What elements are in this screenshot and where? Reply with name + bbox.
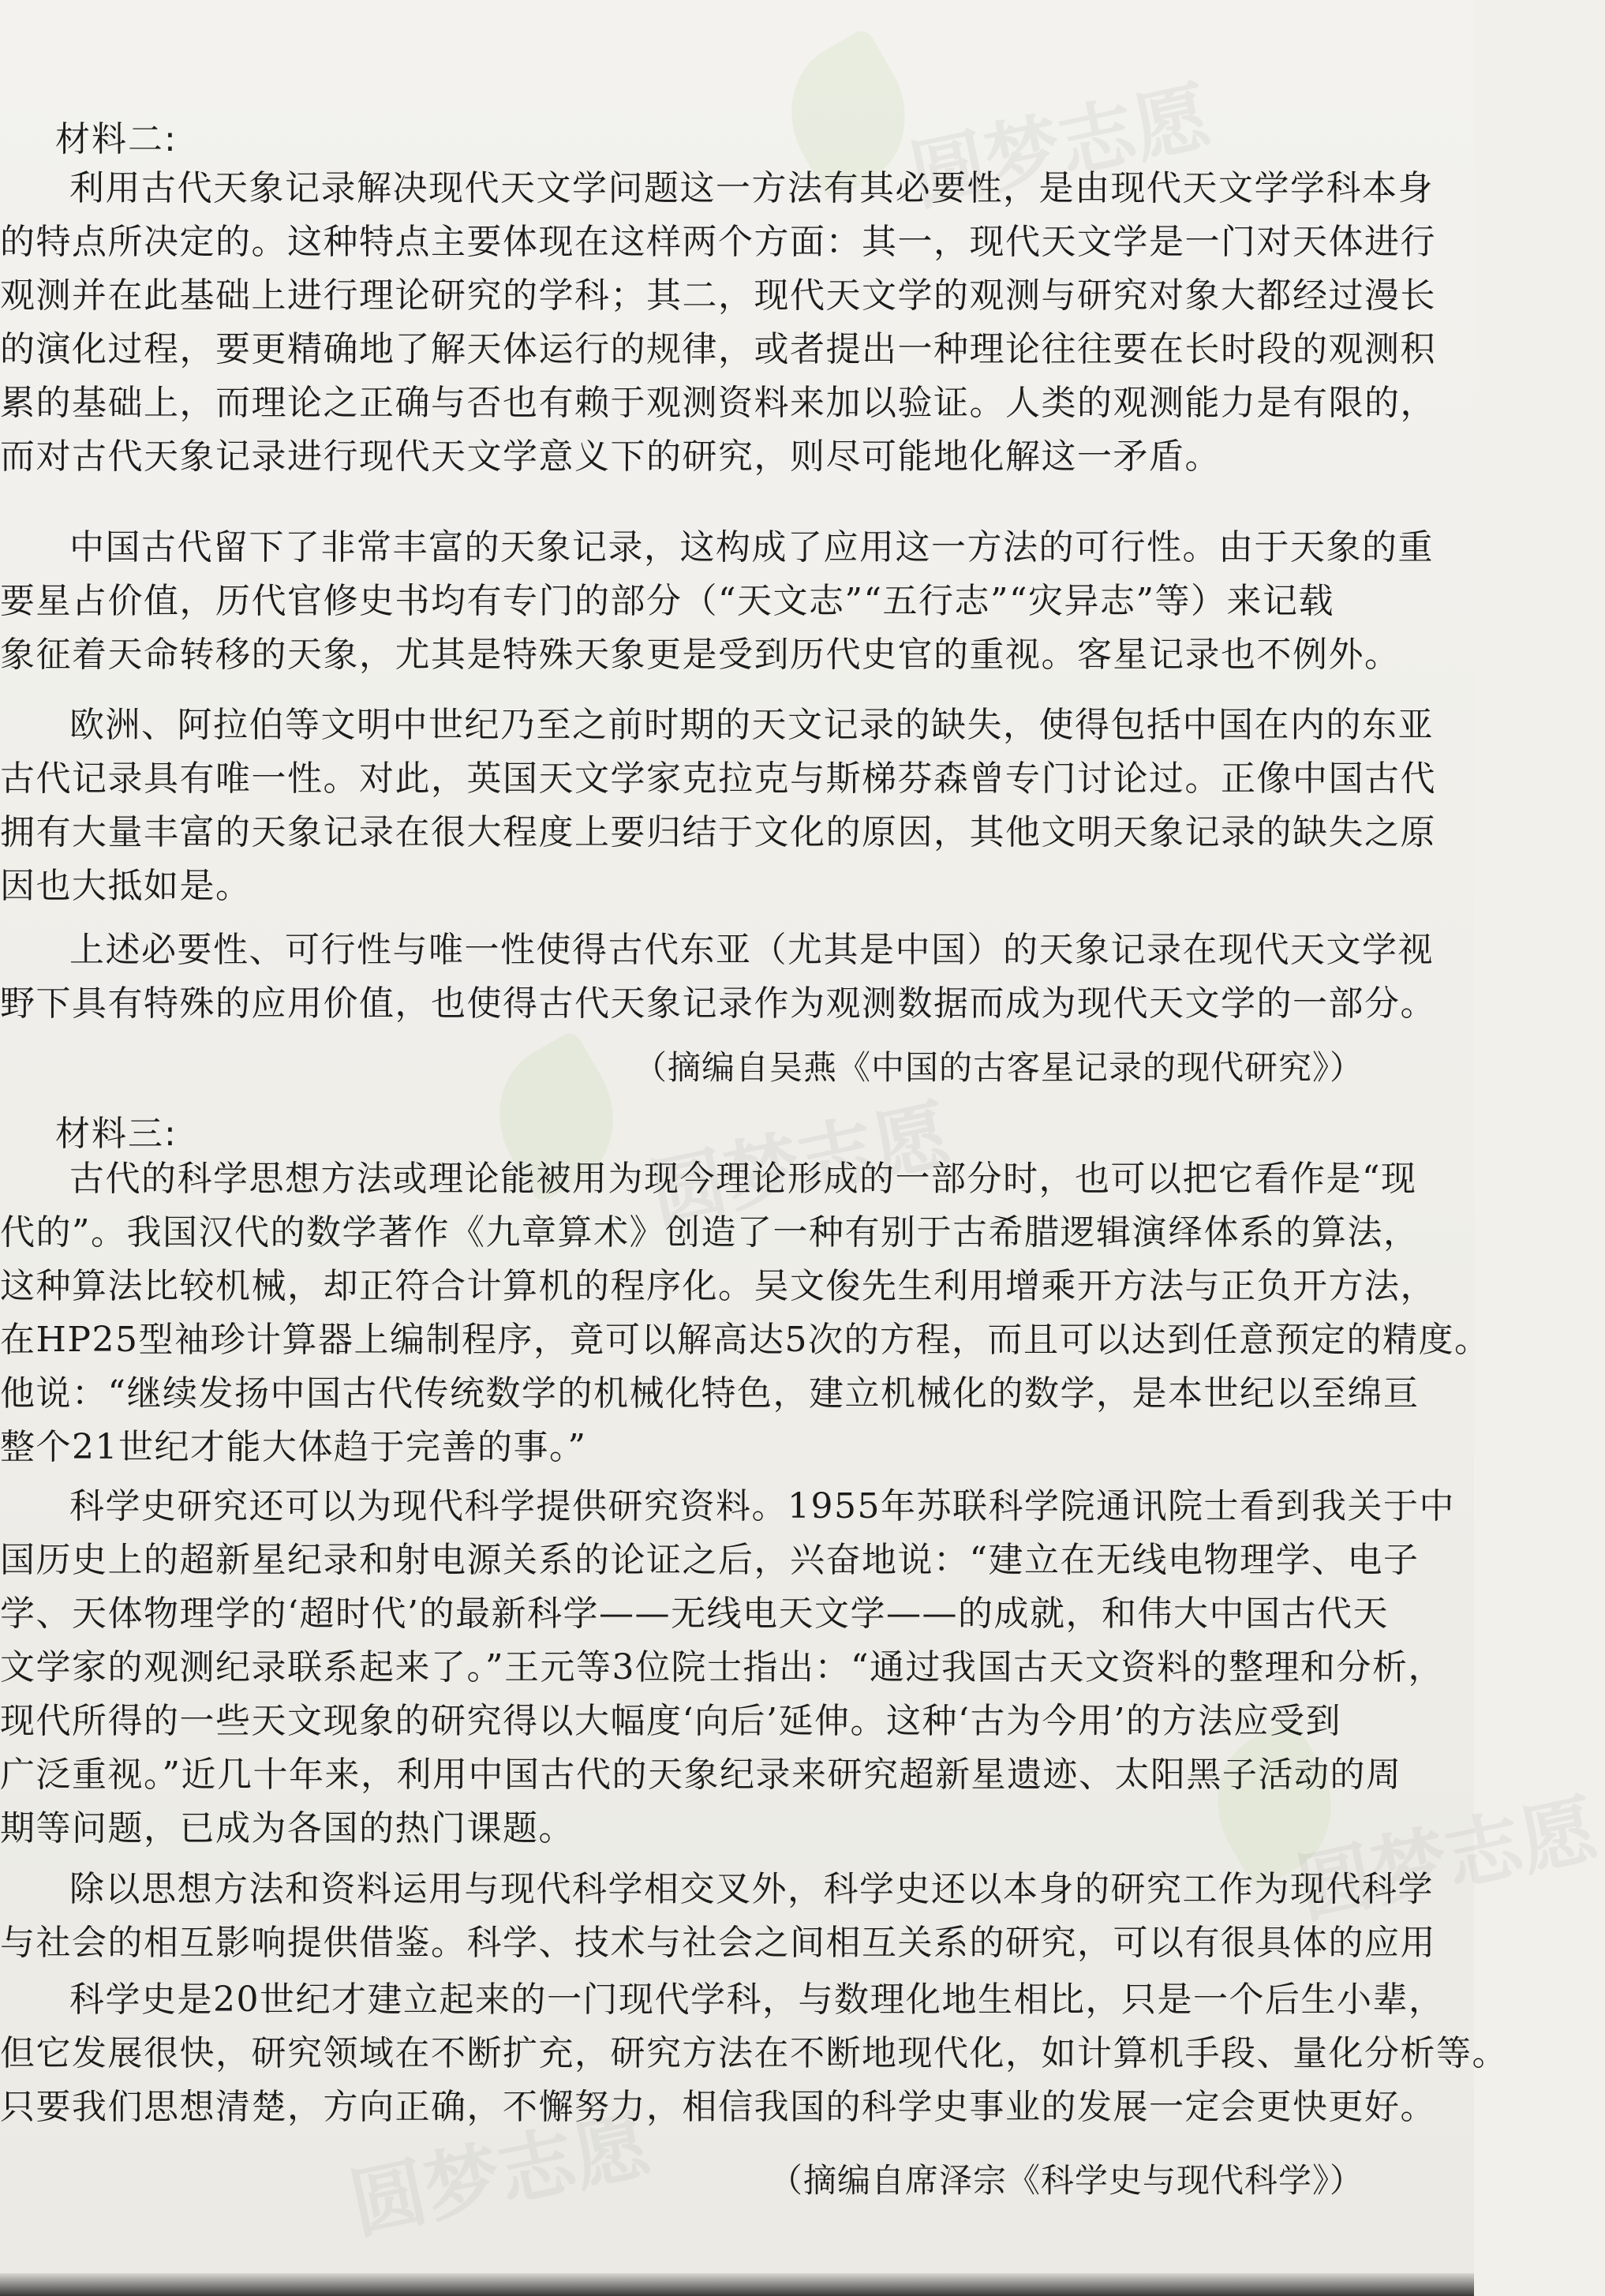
material2-paragraph-4 (0, 923, 1436, 1031)
text-line: 代的”。我国汉代的数学著作《九章算术》创造了一种有别于古希腊逻辑演绎体系的算法， (0, 1212, 1420, 1253)
text-line: 在HP25型袖珍计算器上编制程序，竟可以解高达5次的方程，而且可以达到任意预定的精度。 (0, 1320, 1491, 1360)
text-line: 而对古代天象记录进行现代天文学意义下的研究，则尽可能地化解这一矛盾。 (0, 436, 1221, 477)
text-line: 与社会的相互影响提供借鉴。科学、技术与社会之间相互关系的研究，可以有很具体的应用 (0, 1923, 1436, 1963)
watermark: 圆梦志愿 (642, 1090, 958, 1240)
material2-citation: （摘编自吴燕《中国的古客星记录的现代研究》） (633, 1048, 1364, 1087)
text-line: 野下具有特殊的应用价值，也使得古代天象记录作为观测数据而成为现代天文学的一部分。 (0, 983, 1436, 1024)
material3-citation: （摘编自席泽宗《科学史与现代科学》） (769, 2161, 1364, 2200)
text-line: 他说：“继续发扬中国古代传统数学的机械化特色，建立机械化的数学，是本世纪以至绵亘 (0, 1373, 1420, 1414)
text-line: 古代记录具有唯一性。对此，英国天文学家克拉克与斯梯芬森曾专门讨论过。正像中国古代 (0, 758, 1436, 799)
material3-paragraph-3 (0, 1863, 1436, 1970)
text-line: 除以思想方法和资料运用与现代科学相交叉外，科学史还以本身的研究工作为现代科学 (69, 1869, 1434, 1909)
text-line: 欧洲、阿拉伯等文明中世纪乃至之前时期的天文记录的缺失，使得包括中国在内的东亚 (69, 705, 1434, 745)
text-line: 文学家的观测纪录联系起来了。”王元等3位院士指出：“通过我国古天文资料的整理和分析， (0, 1647, 1444, 1687)
text-line: 观测并在此基础上进行理论研究的学科；其二，现代天文学的观测与研究对象大都经过漫长 (0, 275, 1436, 316)
watermark: 圆梦志愿 (342, 2100, 658, 2250)
text-line: 的特点所决定的。这种特点主要体现在这样两个方面：其一，现代天文学是一门对天体进行 (0, 222, 1436, 262)
material2-heading: 材料二: (55, 119, 178, 159)
watermark: 圆梦志愿 (1289, 1785, 1605, 1935)
text-line: 科学史研究还可以为现代科学提供研究资料。1955年苏联科学院通讯院士看到我关于中 (69, 1486, 1455, 1526)
material2-paragraph-2 (0, 521, 1434, 682)
material3-paragraph-2 (0, 1480, 1455, 1856)
text-line: 因也大抵如是。 (0, 866, 252, 906)
text-line: 拥有大量丰富的天象记录在很大程度上要归结于文化的原因，其他文明天象记录的缺失之原 (0, 812, 1436, 852)
material3-heading: 材料三: (55, 1114, 178, 1154)
text-line: 上述必要性、可行性与唯一性使得古代东亚（尤其是中国）的天象记录在现代天文学视 (69, 930, 1434, 970)
text-line: 但它发展很快，研究领域在不断扩充，研究方法在不断地现代化，如计算机手段、量化分析等。 (0, 2033, 1508, 2073)
text-line: 要星占价值，历代官修史书均有专门的部分（“天文志”“五行志”“灾异志”等）来记载 (0, 581, 1334, 621)
text-line: 这种算法比较机械，却正符合计算机的程序化。吴文俊先生利用增乘开方法与正负开方法， (0, 1266, 1436, 1306)
material3-paragraph-1 (0, 1152, 1491, 1474)
text-line: 科学史是20世纪才建立起来的一门现代学科，与数理化地生相比，只是一个后生小辈， (69, 1980, 1445, 2020)
page-bottom-edge (0, 2273, 1474, 2296)
text-line: 象征着天命转移的天象，尤其是特殊天象更是受到历代史官的重视。客星记录也不例外。 (0, 635, 1401, 675)
text-line: 利用古代天象记录解决现代天文学问题这一方法有其必要性，是由现代天文学学科本身 (69, 168, 1434, 208)
watermark: 圆梦志愿 (903, 72, 1218, 222)
text-line: 古代的科学思想方法或理论能被用为现今理论形成的一部分时，也可以把它看作是“现 (69, 1159, 1417, 1199)
text-line: 只要我们思想清楚，方向正确，不懈努力，相信我国的科学史事业的发展一定会更快更好。 (0, 2087, 1436, 2127)
text-line: 学、天体物理学的‘超时代’的最新科学——无线电天文学——的成就，和伟大中国古代天 (0, 1594, 1389, 1634)
material2-paragraph-3 (0, 699, 1436, 913)
text-line: 现代所得的一些天文现象的研究得以大幅度‘向后’延伸。这种‘古为今用’的方法应受到 (0, 1701, 1341, 1741)
text-line: 的演化过程，要更精确地了解天体运行的规律，或者提出一种理论往往要在长时段的观测积 (0, 329, 1436, 369)
text-line: 期等问题，已成为各国的热门课题。 (0, 1808, 574, 1848)
text-line: 国历史上的超新星纪录和射电源关系的论证之后，兴奋地说：“建立在无线电物理学、电子 (0, 1540, 1420, 1580)
text-line: 累的基础上，而理论之正确与否也有赖于观测资料来加以验证。人类的观测能力是有限的， (0, 383, 1436, 423)
material3-paragraph-4 (0, 1973, 1508, 2134)
text-line: 中国古代留下了非常丰富的天象记录，这构成了应用这一方法的可行性。由于天象的重 (69, 527, 1434, 567)
text-line: 广泛重视。”近几十年来，利用中国古代的天象纪录来研究超新星遗迹、太阳黑子活动的周 (0, 1755, 1402, 1795)
text-line: 整个21世纪才能大体趋于完善的事。” (0, 1427, 587, 1467)
material2-paragraph-1 (0, 162, 1436, 484)
